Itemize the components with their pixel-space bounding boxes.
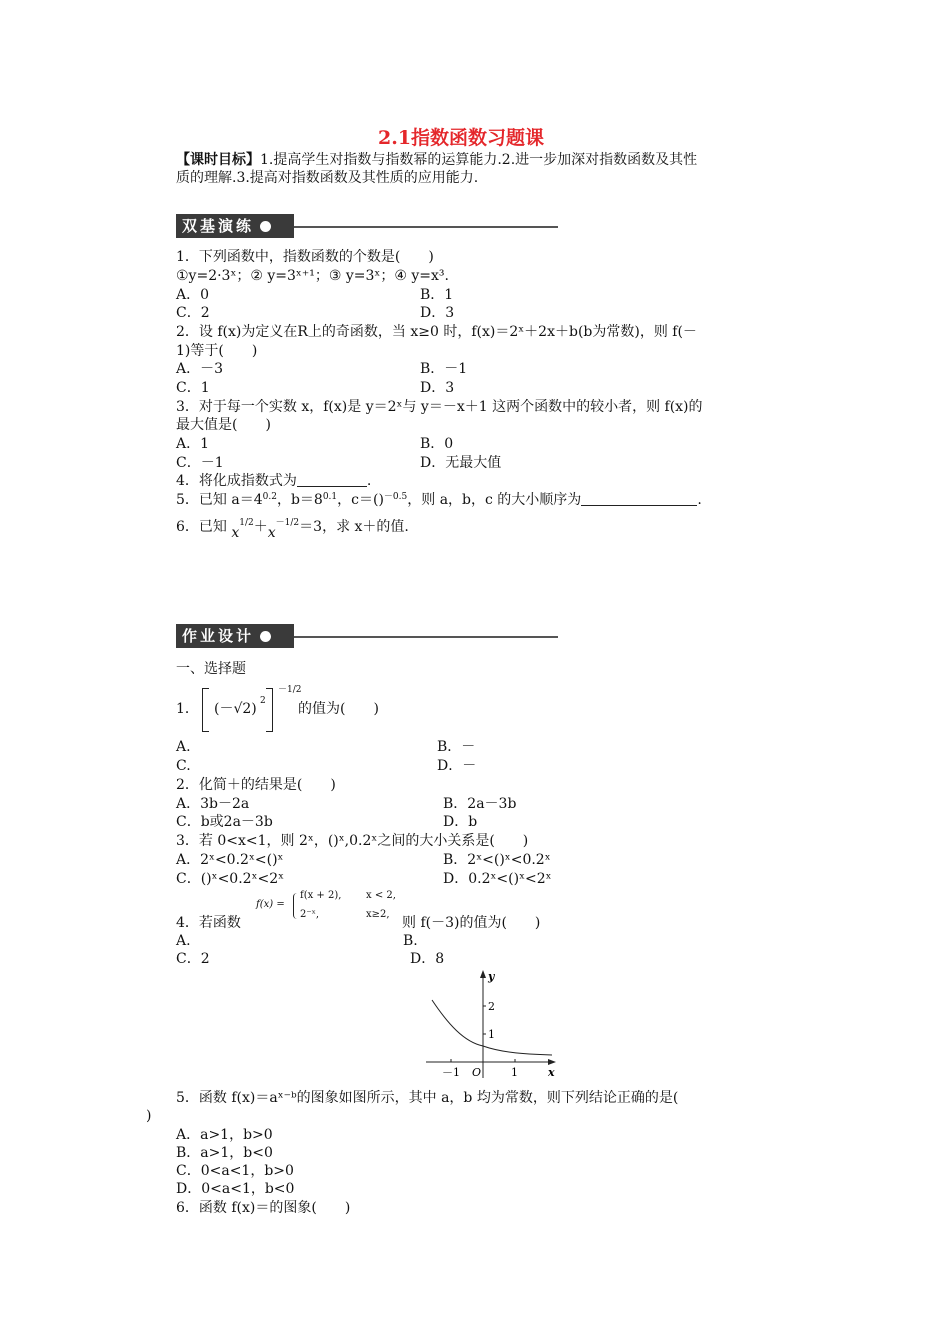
- banner-label: 双基演练: [182, 217, 255, 235]
- s2-q1-inner: (－√2): [214, 701, 257, 717]
- s2-q3-option-b: B．2ˣ<()ˣ<0.2ˣ: [443, 852, 551, 868]
- s2-q2-option-b: B．2a－3b: [443, 796, 517, 812]
- x-axis-label: x: [548, 1066, 555, 1079]
- s2-q5-line-1: 5．函数 f(x)＝aˣ⁻ᵇ的图象如图所示，其中 a，b 均为常数，则下列结论正确的是(: [176, 1090, 679, 1106]
- s2-q4-post: 则 f(－3)的值为( ): [402, 915, 541, 931]
- s2-q1-num: 1．: [176, 701, 199, 717]
- right-bracket-icon: [266, 688, 273, 732]
- s2-q4-fx: f(x) =: [256, 899, 285, 910]
- s2-q1-option-d: D．－: [437, 758, 477, 774]
- s1-q5-exp-c: －0.5: [383, 492, 408, 502]
- s1-q5-exp-b: 0.1: [322, 492, 338, 502]
- bullet-dot-icon: [260, 221, 271, 232]
- s1-q3-line-1: 3．对于每一个实数 x，f(x)是 y＝2ˣ与 y＝－x＋1 这两个函数中的较小者，则 f(x)的: [176, 399, 703, 415]
- bullet-dot-icon: [260, 631, 271, 642]
- s1-q2-line-1: 2．设 f(x)为定义在R上的奇函数，当 x≥0 时，f(x)＝2ˣ＋2x＋b(b为常数)，则 f(－: [176, 324, 697, 340]
- s1-q1-stem: 1．下列函数中，指数函数的个数是( ): [176, 249, 434, 265]
- left-bracket-icon: [202, 688, 209, 732]
- s2-q1-exp-inner: 2: [260, 696, 266, 706]
- s2-q2-option-a: A．3b－2a: [176, 796, 250, 812]
- s2-q2-option-d: D．b: [443, 814, 478, 830]
- s2-q4-case-1: f(x + 2),: [300, 890, 342, 901]
- s1-q5-exp-a: 0.2: [262, 492, 277, 502]
- s1-q6: [176, 518, 409, 542]
- goal-text-1: 1.提高学生对指数与指数幂的运算能力.2.进一步加深对指数函数及其性: [260, 152, 698, 168]
- s1-q4-stem: 4．将化成指数式为: [176, 473, 297, 489]
- s1-q3-option-a: A．1: [176, 436, 210, 452]
- s1-q6-base-x: x: [231, 525, 240, 541]
- s1-q5-post: ，则 a，b，c 的大小顺序为: [407, 492, 582, 508]
- s1-q2-option-a: A．－3: [176, 361, 224, 377]
- s1-q2-line-2: 1)等于( ): [176, 343, 258, 359]
- s1-q5-pre: 5．已知 a＝4: [176, 492, 263, 508]
- s1-q3-option-c: C．－1: [176, 455, 224, 471]
- s2-q4-cond-2: x≥2,: [366, 909, 390, 920]
- answer-blank: [581, 492, 697, 506]
- s2-q3-option-a: A．2ˣ<0.2ˣ<()ˣ: [176, 852, 284, 868]
- s2-q3-option-d: D．0.2ˣ<()ˣ<2ˣ: [443, 871, 552, 887]
- goal-line-2: 质的理解.3.提高对指数函数及其性质的应用能力.: [176, 170, 479, 186]
- y-axis-label: y: [488, 970, 495, 983]
- s2-heading: 一、选择题: [176, 661, 246, 677]
- x-axis-arrow-icon: [548, 1059, 556, 1065]
- s2-q4-option-b: B.: [403, 933, 418, 949]
- answer-blank: [297, 473, 367, 487]
- s1-q1-option-b: B．1: [420, 287, 454, 303]
- s1-q2-option-c: C．1: [176, 380, 210, 396]
- s1-q6-plus: ＋: [253, 519, 268, 535]
- s1-q1-option-d: D．3: [420, 305, 455, 321]
- s1-q5-mid-1: ，b＝8: [276, 492, 323, 508]
- section-banner-practice: [176, 214, 294, 238]
- s2-q5-option-b: B．a>1，b<0: [176, 1145, 273, 1161]
- s1-q6-pre: 6．已知: [176, 519, 227, 535]
- s1-q5-mid-2: ，c＝(): [337, 492, 384, 508]
- banner-label: 作业设计: [182, 627, 255, 645]
- tick-label-xm1: －1: [442, 1066, 460, 1079]
- s2-q4-option-d: D．8: [410, 951, 445, 967]
- goal-label: 【课时目标】: [176, 152, 260, 168]
- s2-q5-option-a: A．a>1，b>0: [176, 1127, 273, 1143]
- goal-line-1: [176, 151, 697, 169]
- piecewise-brace-icon: [293, 893, 299, 919]
- page-title: 2.1指数函数习题课: [378, 127, 545, 149]
- s1-q6-base-x-2: x: [267, 525, 276, 541]
- s2-q3-stem: 3．若 0<x<1，则 2ˣ，()ˣ,0.2ˣ之间的大小关系是( ): [176, 833, 529, 849]
- s1-q4: 4．将化成指数式为 .: [176, 473, 372, 489]
- s2-q4-pre: 4．若函数: [176, 915, 241, 931]
- s2-q5-option-c: C．0<a<1，b>0: [176, 1163, 294, 1179]
- s1-q2-option-b: B．－1: [420, 361, 468, 377]
- s1-q3-option-d: D．无最大值: [420, 455, 502, 471]
- s1-q3-option-b: B．0: [420, 436, 454, 452]
- s1-q1-items: ①y=2·3ˣ；② y=3ˣ⁺¹；③ y=3ˣ；④ y=x³.: [176, 268, 449, 284]
- origin-label: O: [472, 1066, 482, 1079]
- s1-q1-option-a: A．0: [176, 287, 210, 303]
- s2-q1-exp-outer: －1/2: [278, 685, 302, 695]
- s2-q4-option-a: A.: [176, 933, 191, 949]
- s2-q4-case-2: 2⁻ˣ,: [300, 909, 320, 920]
- s2-q4-option-c: C．2: [176, 951, 210, 967]
- s2-q1-bracket-expr: [202, 688, 274, 732]
- tick-label-y2: 2: [488, 1000, 495, 1013]
- s2-q1-option-b: B．－: [437, 739, 476, 755]
- s2-q5-line-2: ): [146, 1108, 152, 1124]
- y-axis-arrow-icon: [480, 970, 486, 978]
- s1-q1-option-c: C．2: [176, 305, 210, 321]
- s2-q3-option-c: C．()ˣ<0.2ˣ<2ˣ: [176, 871, 285, 887]
- s2-q1-option-c: C.: [176, 758, 191, 774]
- tick-label-x1: 1: [511, 1066, 518, 1079]
- s1-q2-option-d: D．3: [420, 380, 455, 396]
- s2-q1-option-a: A.: [176, 739, 191, 755]
- s2-q1-post: 的值为( ): [298, 701, 379, 717]
- banner-rule: [294, 636, 558, 638]
- s2-q2-option-c: C．b或2a－3b: [176, 814, 273, 830]
- exponential-graph: [420, 966, 560, 1084]
- s2-q5-option-d: D．0<a<1，b<0: [176, 1181, 295, 1197]
- s2-q4-cond-1: x < 2,: [366, 890, 396, 901]
- s2-q2-stem: 2．化简＋的结果是( ): [176, 777, 336, 793]
- s1-q6-post: ＝3，求 x＋的值.: [299, 519, 409, 535]
- s1-q5: 5．已知 $a=4^{0.2}$，$b=8^{0.1}$，c＝()$^{-0.5}$，则 a，b，c 的大小顺序为 .: [176, 492, 702, 508]
- s1-q6-exp-1: 1/2: [239, 518, 254, 528]
- s2-q6-stem: 6．函数 f(x)＝的图象( ): [176, 1200, 351, 1216]
- s1-q6-exp-2: －1/2: [275, 518, 300, 528]
- banner-rule: [294, 226, 558, 228]
- tick-label-y1: 1: [488, 1028, 495, 1041]
- section-banner-homework: [176, 624, 294, 648]
- s1-q3-line-2: 最大值是( ): [176, 417, 271, 433]
